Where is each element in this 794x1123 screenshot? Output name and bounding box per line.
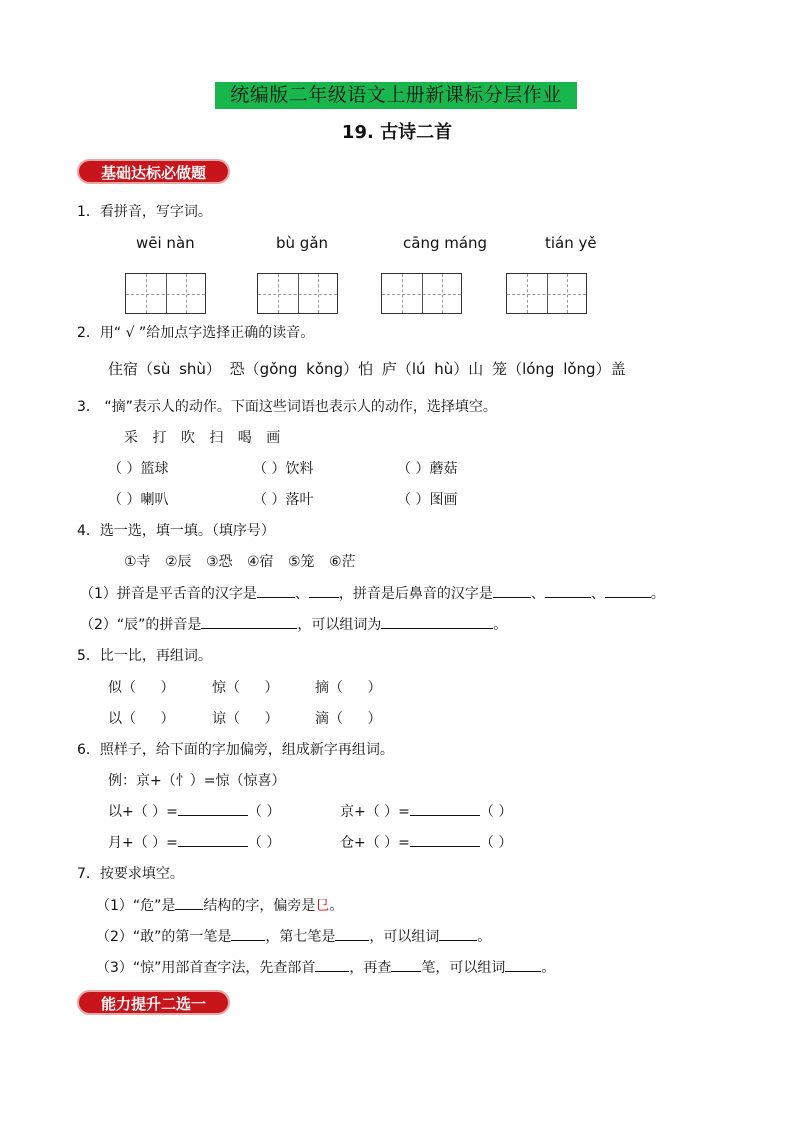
q5-item[interactable]: 以（ ） — [108, 711, 175, 727]
q3-fill-item[interactable]: （ ）喇叭 — [108, 492, 169, 508]
q3-fill-item[interactable]: （ ）篮球 — [108, 461, 169, 477]
answer-blank[interactable] — [410, 801, 480, 816]
q2-prompt: 2．用“ √ ”给加点字选择正确的读音。 — [77, 325, 315, 341]
q4-sub2: （2）“辰”的拼音是 ，可以组词为 。 — [80, 614, 507, 634]
writing-grid[interactable] — [506, 273, 587, 314]
answer-blank[interactable] — [309, 583, 339, 598]
worksheet-banner: 统编版二年级语文上册新课标分层作业 — [215, 82, 577, 109]
q2-reading-choices[interactable]: 住宿（sù shù） 恐（gǒng kǒng）怕 庐（lú hù）山 笼（lóng lǒng）盖 — [108, 360, 626, 378]
q3-fill-item[interactable]: （ ）图画 — [397, 492, 458, 508]
section-ability-badge: 能力提升二选一 — [77, 990, 230, 1015]
q6-item[interactable]: 京+（ ）= （ ） — [340, 801, 512, 821]
q3-prompt: 3． “摘”表示人的动作。下面这些词语也表示人的动作，选择填空。 — [77, 399, 497, 415]
q5-item[interactable]: 似（ ） — [108, 680, 175, 696]
answer-blank[interactable] — [381, 614, 493, 629]
q5-prompt: 5．比一比，再组词。 — [77, 648, 212, 664]
answer-blank[interactable] — [201, 614, 297, 629]
q7-sub3: （3）“惊”用部首查字法，先查部首 ，再查 笔，可以组词 。 — [96, 957, 555, 977]
q5-item[interactable]: 谅（ ） — [212, 711, 279, 727]
radical-glyph: 㔾 — [315, 898, 330, 914]
writing-grid[interactable] — [381, 273, 462, 314]
answer-blank[interactable] — [605, 583, 651, 598]
q5-item[interactable]: 滴（ ） — [315, 711, 382, 727]
answer-blank[interactable] — [439, 926, 477, 941]
q4-sub1-text: （1）拼音是平舌音的汉字是 — [80, 586, 257, 602]
q4-sub2-text: ，可以组词为 — [297, 617, 382, 633]
q5-item[interactable]: 惊（ ） — [212, 680, 279, 696]
q4-sub1: （1）拼音是平舌音的汉字是 、 ，拼音是后鼻音的汉字是 、 、 。 — [80, 583, 665, 603]
answer-blank[interactable] — [231, 926, 265, 941]
pinyin-label: bù gǎn — [276, 234, 329, 252]
q6-item[interactable]: 月+（ ）= （ ） — [108, 832, 280, 852]
answer-blank[interactable] — [315, 957, 349, 972]
q3-fill-item[interactable]: （ ）饮料 — [253, 461, 314, 477]
answer-blank[interactable] — [391, 957, 421, 972]
q3-verb-bank: 采 打 吹 扫 喝 画 — [124, 430, 281, 446]
q7-sub2: （2）“敢”的第一笔是 ，第七笔是 ，可以组词 。 — [96, 926, 491, 946]
q1-prompt: 1．看拼音，写字词。 — [77, 204, 212, 220]
lesson-title: 19. 古诗二首 — [341, 122, 453, 143]
q6-prompt: 6．照样子，给下面的字加偏旁，组成新字再组词。 — [77, 742, 394, 758]
q7-prompt: 7．按要求填空。 — [77, 866, 184, 882]
answer-blank[interactable] — [545, 583, 591, 598]
q7-sub1: （1）“危”是 结构的字，偏旁是㔾。 — [96, 895, 343, 915]
answer-blank[interactable] — [335, 926, 369, 941]
pinyin-label: wēi nàn — [136, 234, 195, 252]
writing-grid[interactable] — [257, 273, 338, 314]
q4-sub1-text: ，拼音是后鼻音的汉字是 — [338, 586, 493, 602]
q4-prompt: 4．选一选，填一填。（填序号） — [77, 523, 275, 539]
q3-fill-item[interactable]: （ ）蘑菇 — [397, 461, 458, 477]
q4-options: ①寺 ②辰 ③恐 ④宿 ⑤笼 ⑥茫 — [124, 554, 356, 570]
q4-sub2-text: （2）“辰”的拼音是 — [80, 617, 202, 633]
q3-fill-item[interactable]: （ ）落叶 — [253, 492, 314, 508]
section-basic-badge: 基础达标必做题 — [77, 159, 230, 184]
writing-grid[interactable] — [125, 273, 206, 314]
answer-blank[interactable] — [178, 801, 248, 816]
pinyin-label: tián yě — [545, 234, 597, 252]
q6-item[interactable]: 仓+（ ）= （ ） — [340, 832, 512, 852]
answer-blank[interactable] — [410, 832, 480, 847]
q6-item[interactable]: 以+（ ）= （ ） — [108, 801, 280, 821]
answer-blank[interactable] — [257, 583, 295, 598]
answer-blank[interactable] — [493, 583, 531, 598]
pinyin-label: cāng máng — [403, 234, 488, 252]
q6-example: 例：京+（忄）=惊（惊喜） — [108, 773, 286, 789]
answer-blank[interactable] — [505, 957, 541, 972]
answer-blank[interactable] — [175, 895, 203, 910]
answer-blank[interactable] — [178, 832, 248, 847]
q5-item[interactable]: 摘（ ） — [315, 680, 382, 696]
